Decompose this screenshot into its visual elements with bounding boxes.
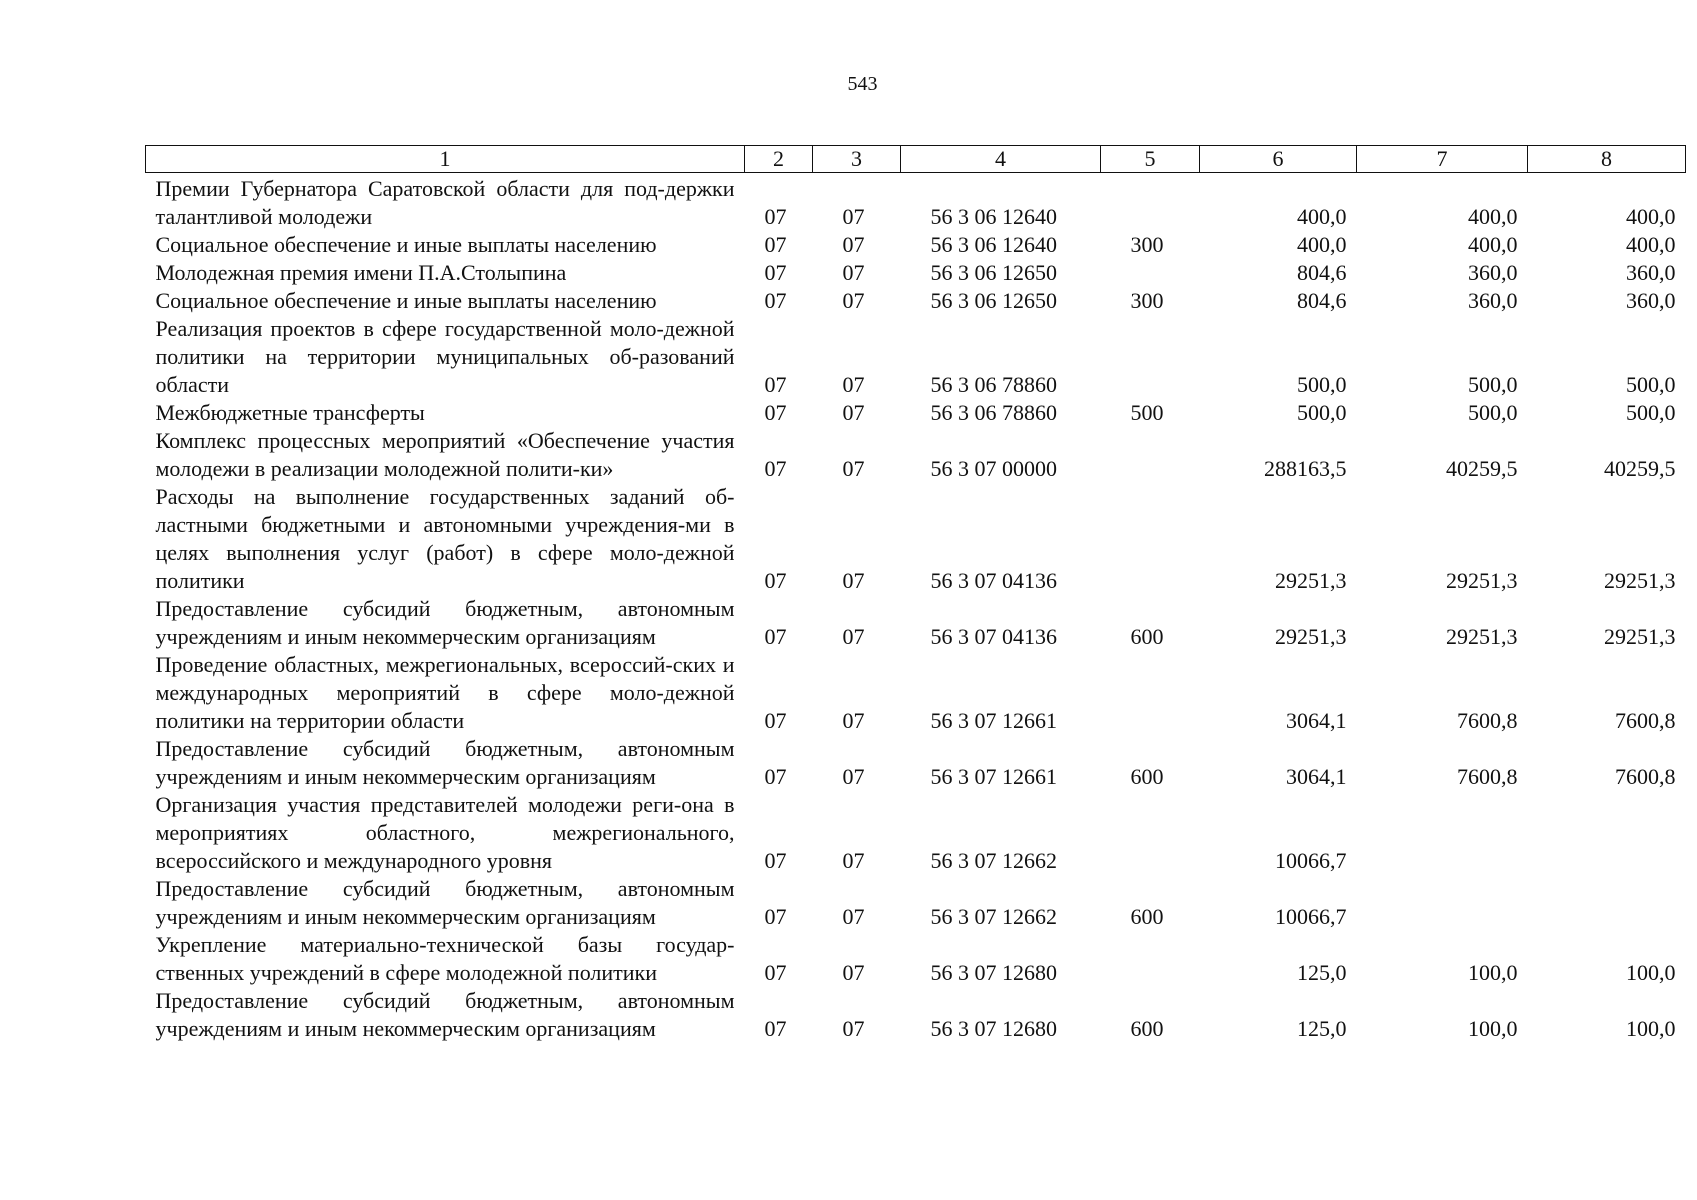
row-value-col8: 500,0	[1626, 400, 1676, 425]
row-expense-type	[1101, 483, 1200, 595]
row-expense-type	[1101, 791, 1200, 875]
table-row	[146, 287, 1686, 315]
row-section: 07	[764, 1016, 787, 1041]
row-name: Проведение областных, межрегиональных, всероссий-ских и международных мероприятий в сфере моло-дежной политики на территории области	[155, 652, 735, 733]
row-value-col8: 40259,5	[1604, 456, 1676, 481]
row-name: Социальное обеспечение и иные выплаты населению	[155, 288, 657, 313]
row-value-col7: 29251,3	[1446, 568, 1518, 593]
row-value-col6: 804,6	[1297, 288, 1347, 313]
table-row	[146, 483, 1686, 595]
row-value-col8: 360,0	[1626, 288, 1676, 313]
row-section: 07	[764, 456, 787, 481]
row-subsection: 07	[842, 1016, 865, 1041]
row-section: 07	[764, 260, 787, 285]
row-target-article: 56 3 06 12650	[930, 260, 1057, 285]
row-subsection: 07	[842, 904, 865, 929]
row-value-col6: 3064,1	[1286, 708, 1347, 733]
row-value-col8	[1528, 875, 1686, 931]
row-value-col8: 400,0	[1626, 232, 1676, 257]
row-value-col8	[1528, 791, 1686, 875]
row-value-col6: 29251,3	[1275, 568, 1347, 593]
row-value-col7: 29251,3	[1446, 624, 1518, 649]
row-name: Премии Губернатора Саратовской области для под-держки талантливой молодежи	[155, 176, 735, 229]
row-section: 07	[764, 568, 787, 593]
row-value-col8: 500,0	[1626, 372, 1676, 397]
row-value-col6: 125,0	[1297, 960, 1347, 985]
row-value-col7: 400,0	[1468, 204, 1518, 229]
row-value-col7	[1357, 875, 1528, 931]
header-cell-3: 3	[813, 146, 901, 173]
table-row	[146, 259, 1686, 287]
row-section: 07	[764, 232, 787, 257]
row-value-col6: 288163,5	[1264, 456, 1347, 481]
row-name: Предоставление субсидий бюджетным, автономным учреждениям и иным некоммерческим организациям	[155, 736, 735, 789]
row-name: Укрепление материально-технической базы государ-ственных учреждений в сфере молодежной политики	[155, 932, 735, 985]
row-value-col7: 360,0	[1468, 260, 1518, 285]
row-value-col6: 500,0	[1297, 400, 1347, 425]
row-name: Предоставление субсидий бюджетным, автономным учреждениям и иным некоммерческим организациям	[155, 876, 735, 929]
header-cell-7: 7	[1357, 146, 1528, 173]
header-cell-1: 1	[146, 146, 745, 173]
row-target-article: 56 3 07 12680	[930, 960, 1057, 985]
row-expense-type: 500	[1130, 400, 1164, 425]
row-value-col6: 10066,7	[1275, 904, 1347, 929]
row-target-article: 56 3 06 12650	[930, 288, 1057, 313]
row-subsection: 07	[842, 568, 865, 593]
row-value-col8: 360,0	[1626, 260, 1676, 285]
row-target-article: 56 3 07 12661	[930, 764, 1057, 789]
row-expense-type	[1101, 931, 1200, 987]
header-cell-6: 6	[1200, 146, 1357, 173]
row-section: 07	[764, 204, 787, 229]
row-target-article: 56 3 07 12680	[930, 1016, 1057, 1041]
table-row	[146, 651, 1686, 735]
row-value-col6: 400,0	[1297, 204, 1347, 229]
row-name: Организация участия представителей молодежи реги-она в мероприятиях областного, межрегионального, всероссийского и международного уровня	[155, 792, 735, 873]
row-expense-type: 600	[1130, 904, 1164, 929]
table-row	[146, 931, 1686, 987]
row-section: 07	[764, 372, 787, 397]
row-value-col7	[1357, 791, 1528, 875]
row-value-col8: 100,0	[1626, 960, 1676, 985]
table-row	[146, 315, 1686, 399]
row-section: 07	[764, 764, 787, 789]
row-section: 07	[764, 400, 787, 425]
row-value-col6: 3064,1	[1286, 764, 1347, 789]
table-row	[146, 595, 1686, 651]
row-target-article: 56 3 07 12662	[930, 848, 1057, 873]
row-value-col8: 400,0	[1626, 204, 1676, 229]
row-expense-type: 600	[1130, 1016, 1164, 1041]
row-name: Молодежная премия имени П.А.Столыпина	[155, 260, 567, 285]
row-subsection: 07	[842, 204, 865, 229]
row-value-col6: 804,6	[1297, 260, 1347, 285]
row-section: 07	[764, 288, 787, 313]
row-subsection: 07	[842, 260, 865, 285]
table-row	[146, 875, 1686, 931]
row-target-article: 56 3 07 12661	[930, 708, 1057, 733]
row-expense-type	[1101, 315, 1200, 399]
row-value-col8: 29251,3	[1604, 568, 1676, 593]
header-cell-5: 5	[1101, 146, 1200, 173]
row-value-col7: 500,0	[1468, 372, 1518, 397]
row-value-col7: 360,0	[1468, 288, 1518, 313]
table-header	[146, 146, 1686, 173]
row-target-article: 56 3 07 00000	[930, 456, 1057, 481]
table-row	[146, 987, 1686, 1043]
row-section: 07	[764, 624, 787, 649]
row-value-col6: 125,0	[1297, 1016, 1347, 1041]
header-cell-4: 4	[901, 146, 1101, 173]
row-subsection: 07	[842, 624, 865, 649]
row-name: Межбюджетные трансферты	[155, 400, 425, 425]
row-expense-type: 300	[1130, 232, 1164, 257]
header-cell-2: 2	[745, 146, 813, 173]
row-value-col7: 500,0	[1468, 400, 1518, 425]
row-value-col8: 7600,8	[1615, 708, 1676, 733]
row-expense-type	[1101, 259, 1200, 287]
row-subsection: 07	[842, 708, 865, 733]
row-expense-type: 600	[1130, 764, 1164, 789]
row-value-col6: 10066,7	[1275, 848, 1347, 873]
row-value-col8: 7600,8	[1615, 764, 1676, 789]
row-value-col6: 400,0	[1297, 232, 1347, 257]
row-name: Социальное обеспечение и иные выплаты населению	[155, 232, 657, 257]
row-subsection: 07	[842, 848, 865, 873]
row-value-col7: 40259,5	[1446, 456, 1518, 481]
row-expense-type: 300	[1130, 288, 1164, 313]
row-value-col7: 7600,8	[1457, 764, 1518, 789]
row-section: 07	[764, 848, 787, 873]
row-subsection: 07	[842, 400, 865, 425]
row-target-article: 56 3 06 12640	[930, 204, 1057, 229]
row-section: 07	[764, 960, 787, 985]
row-section: 07	[764, 904, 787, 929]
row-name: Расходы на выполнение государственных заданий об-ластными бюджетными и автономными учреждения-ми в целях выполнения услуг (работ) в сфере моло-дежной политики	[155, 484, 735, 593]
row-name: Комплекс процессных мероприятий «Обеспечение участия молодежи в реализации молодежной полити-ки»	[155, 428, 735, 481]
row-target-article: 56 3 06 78860	[930, 372, 1057, 397]
row-subsection: 07	[842, 288, 865, 313]
table-row	[146, 231, 1686, 259]
row-expense-type	[1101, 427, 1200, 483]
table-row	[146, 173, 1686, 232]
row-target-article: 56 3 06 78860	[930, 400, 1057, 425]
row-subsection: 07	[842, 764, 865, 789]
table-body	[146, 173, 1686, 1044]
row-name: Предоставление субсидий бюджетным, автономным учреждениям и иным некоммерческим организациям	[155, 988, 735, 1041]
row-target-article: 56 3 06 12640	[930, 232, 1057, 257]
row-value-col7: 7600,8	[1457, 708, 1518, 733]
row-name: Реализация проектов в сфере государственной моло-дежной политики на территории муниципальных об-разований области	[155, 316, 735, 397]
row-value-col7: 100,0	[1468, 1016, 1518, 1041]
table-row	[146, 791, 1686, 875]
header-row	[146, 146, 1686, 173]
row-subsection: 07	[842, 960, 865, 985]
table-row	[146, 399, 1686, 427]
row-value-col6: 500,0	[1297, 372, 1347, 397]
budget-table	[145, 145, 1686, 1043]
table-row	[146, 735, 1686, 791]
header-cell-8: 8	[1528, 146, 1686, 173]
row-target-article: 56 3 07 04136	[930, 568, 1057, 593]
row-section: 07	[764, 708, 787, 733]
row-value-col7: 100,0	[1468, 960, 1518, 985]
row-value-col8: 100,0	[1626, 1016, 1676, 1041]
row-name: Предоставление субсидий бюджетным, автономным учреждениям и иным некоммерческим организациям	[155, 596, 735, 649]
row-subsection: 07	[842, 372, 865, 397]
row-subsection: 07	[842, 456, 865, 481]
page-number: 543	[847, 73, 878, 95]
row-subsection: 07	[842, 232, 865, 257]
row-value-col8: 29251,3	[1604, 624, 1676, 649]
row-target-article: 56 3 07 12662	[930, 904, 1057, 929]
row-value-col6: 29251,3	[1275, 624, 1347, 649]
row-value-col7: 400,0	[1468, 232, 1518, 257]
table-row	[146, 427, 1686, 483]
row-target-article: 56 3 07 04136	[930, 624, 1057, 649]
row-expense-type	[1101, 173, 1200, 232]
row-expense-type: 600	[1130, 624, 1164, 649]
row-expense-type	[1101, 651, 1200, 735]
